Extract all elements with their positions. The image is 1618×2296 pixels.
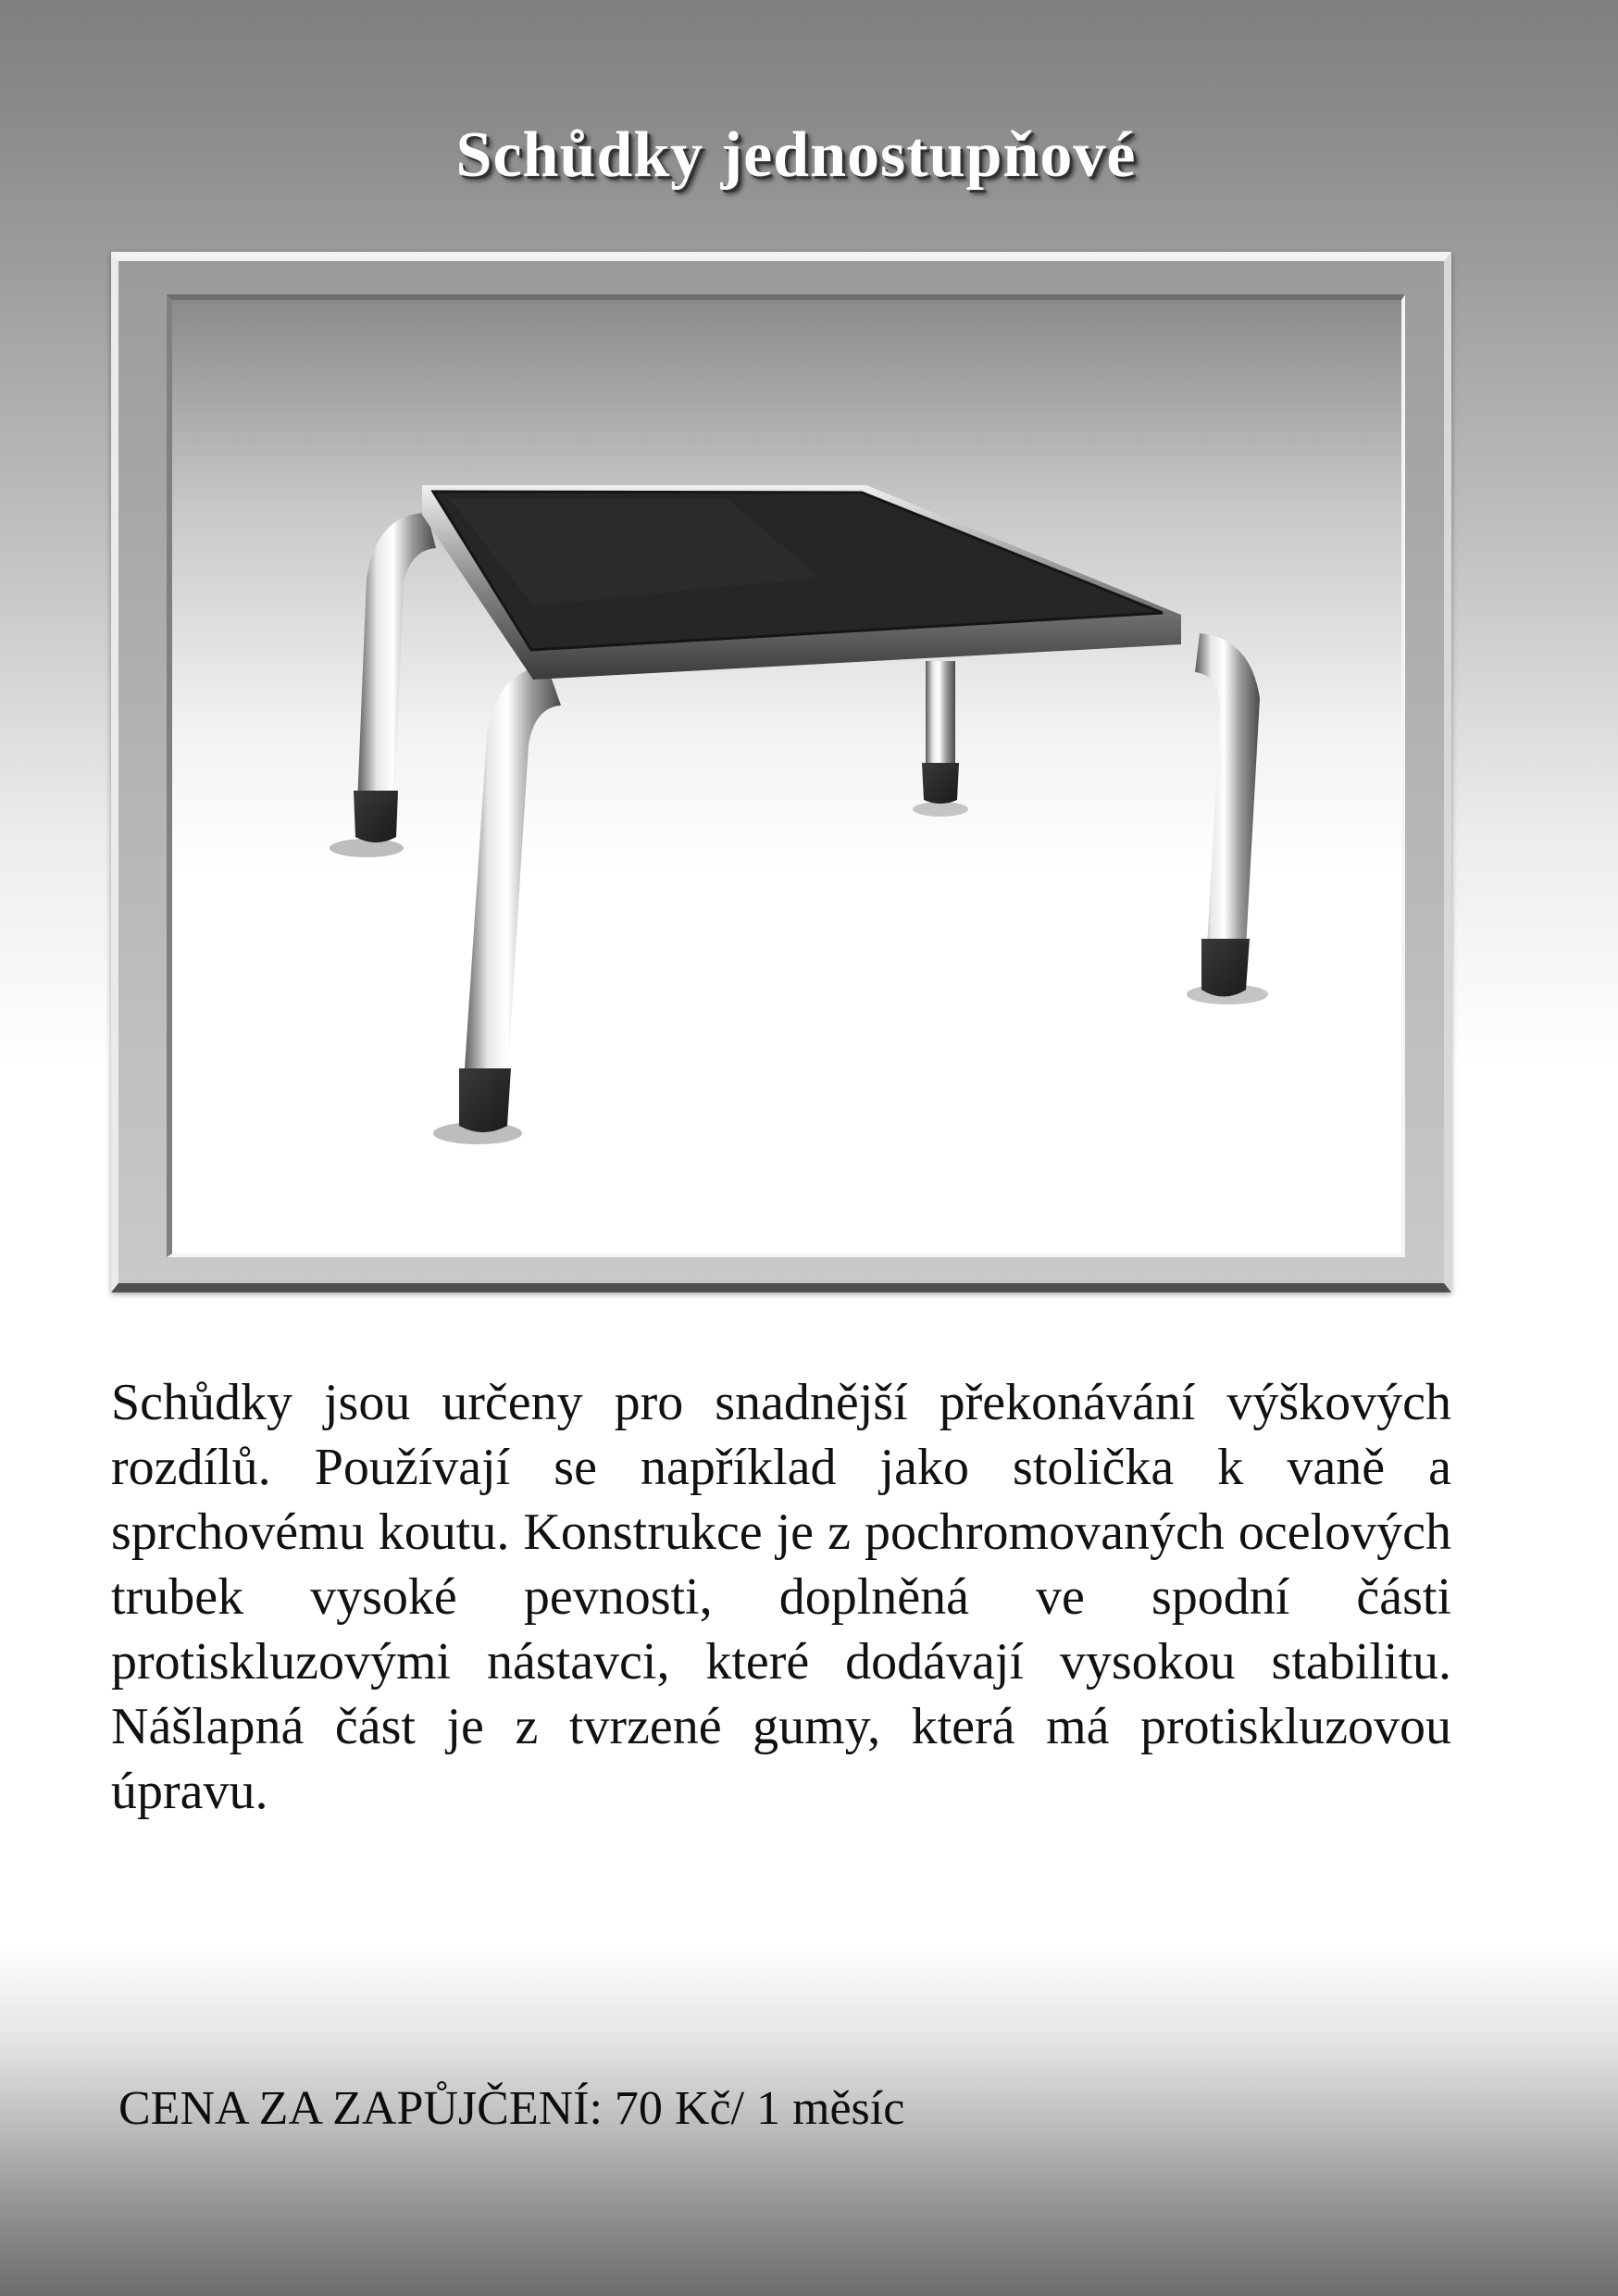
product-description: Schůdky jsou určeny pro snadnější překonávání výškových rozdílů. Používají se například jako stolička k vaně a sprchovému koutu. Konstrukce je z pochromovaných ocelových trubek vysoké pevnosti, doplněná ve spodní části protiskluzovými nástavci, které dodávají vysokou stabilitu. Nášlapná část je z tvrzené gumy, která má protiskluzovou úpravu.	[111, 1374, 1451, 1820]
rubber-foot	[1201, 939, 1250, 997]
foot-shadow	[913, 802, 968, 817]
front-right-leg	[1195, 633, 1260, 948]
front-left-leg	[464, 666, 561, 1082]
back-left-leg	[357, 513, 436, 805]
product-photo	[167, 294, 1405, 1257]
product-photo-frame	[111, 252, 1451, 1292]
step-stool-illustration	[172, 300, 1405, 1257]
rubber-foot	[354, 791, 398, 842]
rental-price: CENA ZA ZAPŮJČENÍ: 70 Kč/ 1 měsíc	[118, 2082, 905, 2135]
page-title: Schůdky jednostupňové	[455, 119, 1137, 191]
foot-shadow	[330, 839, 404, 857]
rubber-foot	[922, 763, 959, 804]
rubber-foot	[459, 1068, 511, 1132]
